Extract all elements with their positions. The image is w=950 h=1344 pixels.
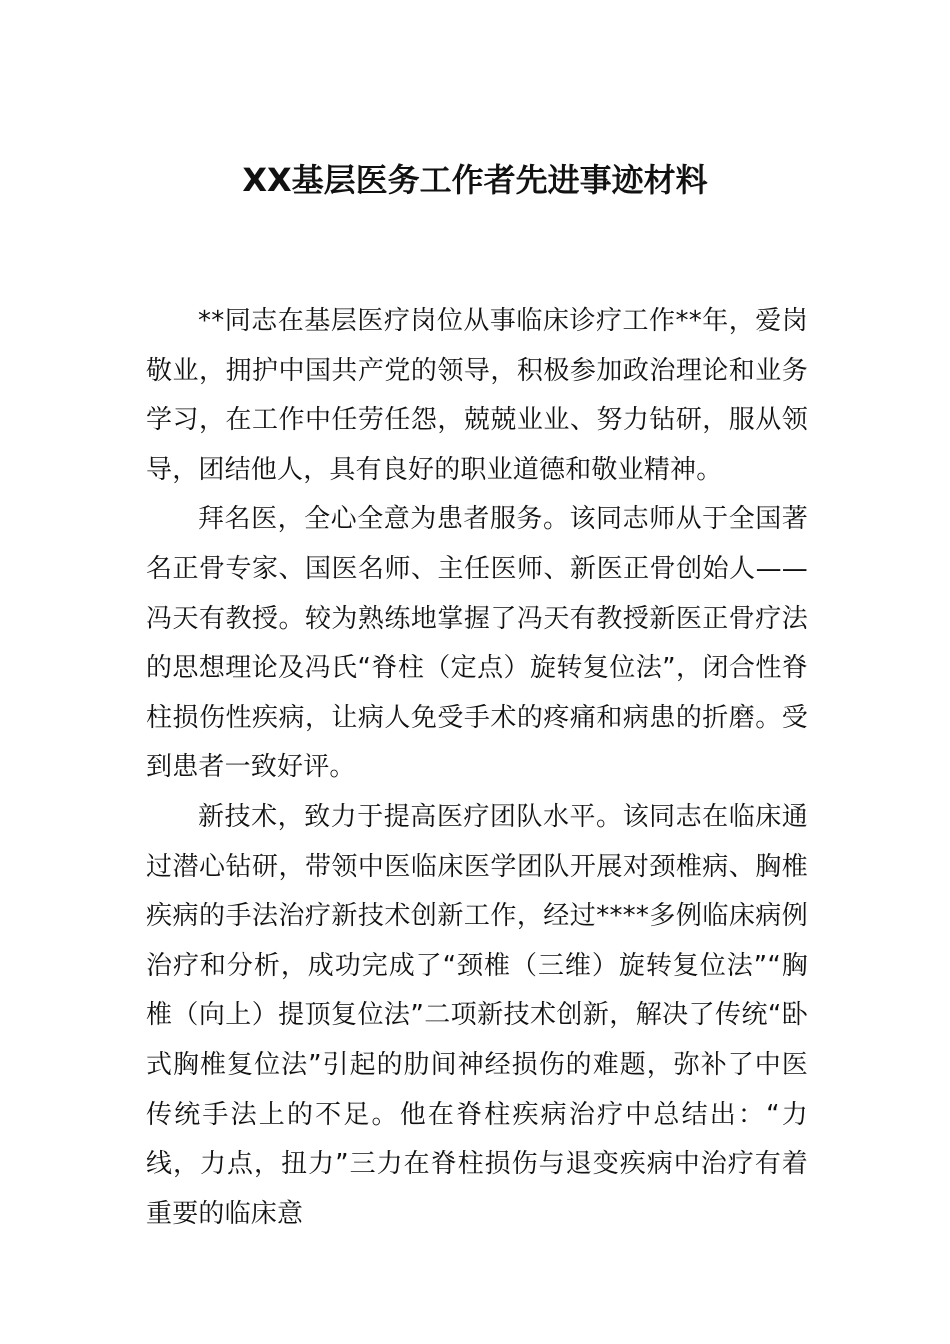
paragraph-mentor: 拜名医，全心全意为患者服务。该同志师从于全国著名正骨专家、国医名师、主任医师、新医正骨创始人——冯天有教授。较为熟练地掌握了冯天有教授新医正骨疗法的思想理论及冯氏“脊柱（定点）旋转复位法”，闭合性脊柱损伤性疾病，让病人免受手术的疼痛和病患的折磨。受到患者一致好评。 [146,504,808,783]
paragraph-new-technique: 新技术，致力于提高医疗团队水平。该同志在临床通过潜心钻研，带领中医临床医学团队开展对颈椎病、胸椎疾病的手法治疗新技术创新工作，经过****多例临床病例治疗和分析，成功完成了“颈椎（三维）旋转复位法”“胸椎（向上）提顶复位法”二项新技术创新，解决了传统“卧式胸椎复位法”引起的肋间神经损伤的难题，弥补了中医传统手法上的不足。他在脊柱疾病治疗中总结出：“力线，力点，扭力”三力在脊柱损伤与退变疾病中治疗有着重要的临床意 [146,801,808,1229]
paragraph-intro: **同志在基层医疗岗位从事临床诊疗工作**年，爱岗敬业，拥护中国共产党的领导，积极参加政治理论和业务学习，在工作中任劳任怨，兢兢业业、努力钻研，服从领导，团结他人，具有良好的职业道德和敬业精神。 [146,306,808,485]
document-body [146,297,808,1239]
document-title: XX基层医务工作者先进事迹材料 [242,161,708,199]
